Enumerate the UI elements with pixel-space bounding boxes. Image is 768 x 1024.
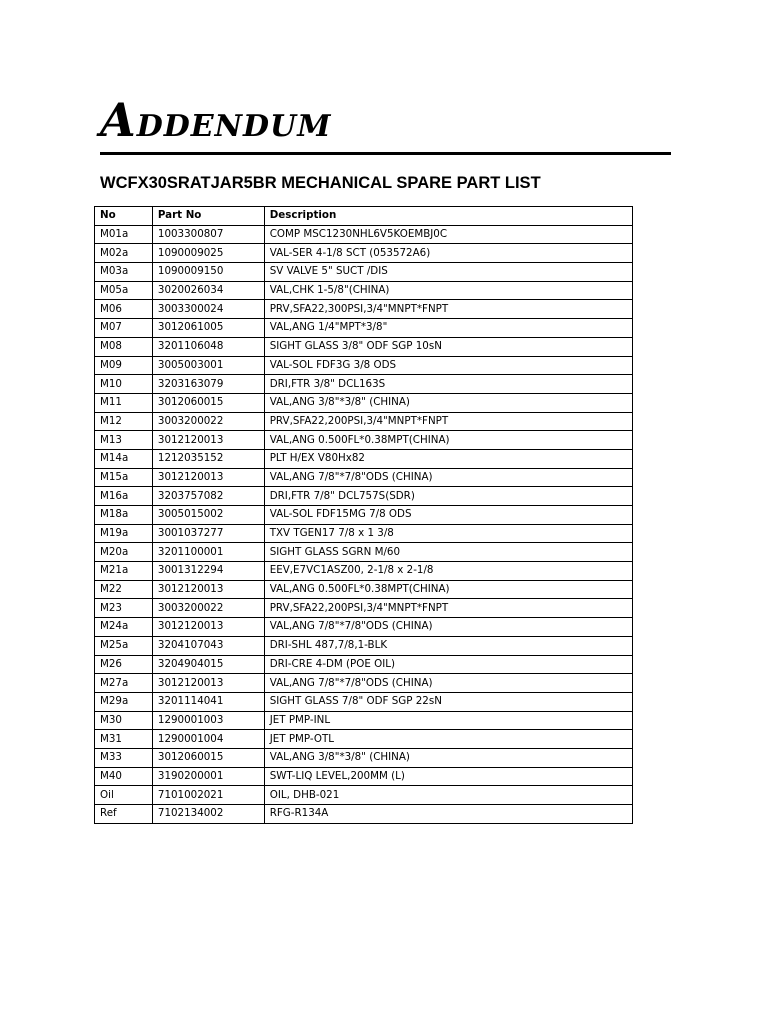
cell-part-no: 7101002021 <box>152 786 264 805</box>
cell-no: M21a <box>95 562 153 581</box>
table-row <box>95 337 633 356</box>
cell-part-no: 3012120013 <box>152 618 264 637</box>
document-title: WCFX30SRATJAR5BR MECHANICAL SPARE PART LIST <box>100 174 541 192</box>
cell-no: M01a <box>95 225 153 244</box>
cell-no: M11 <box>95 393 153 412</box>
cell-part-no: 3003200022 <box>152 599 264 618</box>
cell-part-no: 3204107043 <box>152 636 264 655</box>
table-body <box>95 225 633 823</box>
cell-description: TXV TGEN17 7/8 x 1 3/8 <box>264 524 632 543</box>
cell-description: DRI-SHL 487,7/8,1-BLK <box>264 636 632 655</box>
cell-description: VAL,CHK 1-5/8"(CHINA) <box>264 281 632 300</box>
cell-description: DRI-CRE 4-DM (POE OIL) <box>264 655 632 674</box>
table-row <box>95 225 633 244</box>
cell-part-no: 3012060015 <box>152 393 264 412</box>
column-header-part-no: Part No <box>152 207 264 226</box>
cell-description: EEV,E7VC1ASZ00, 2-1/8 x 2-1/8 <box>264 562 632 581</box>
table-row <box>95 412 633 431</box>
table-row <box>95 711 633 730</box>
cell-part-no: 3203757082 <box>152 487 264 506</box>
cell-part-no: 3012120013 <box>152 580 264 599</box>
cell-description: JET PMP-INL <box>264 711 632 730</box>
table-row <box>95 767 633 786</box>
table-row <box>95 487 633 506</box>
table-row <box>95 393 633 412</box>
heading-rule <box>100 152 671 155</box>
table-row <box>95 655 633 674</box>
table-row <box>95 449 633 468</box>
cell-part-no: 3190200001 <box>152 767 264 786</box>
cell-no: M10 <box>95 375 153 394</box>
table-row <box>95 562 633 581</box>
cell-part-no: 3003200022 <box>152 412 264 431</box>
table-row <box>95 431 633 450</box>
cell-description: OIL, DHB-021 <box>264 786 632 805</box>
cell-part-no: 3203163079 <box>152 375 264 394</box>
cell-no: M31 <box>95 730 153 749</box>
cell-description: PRV,SFA22,200PSI,3/4"MNPT*FNPT <box>264 412 632 431</box>
cell-description: VAL,ANG 7/8"*7/8"ODS (CHINA) <box>264 674 632 693</box>
page-heading <box>100 93 332 149</box>
cell-part-no: 3012060015 <box>152 748 264 767</box>
cell-part-no: 3003300024 <box>152 300 264 319</box>
table-row <box>95 618 633 637</box>
cell-part-no: 3204904015 <box>152 655 264 674</box>
cell-part-no: 3201114041 <box>152 692 264 711</box>
table-row <box>95 580 633 599</box>
cell-part-no: 1090009150 <box>152 263 264 282</box>
table-row <box>95 281 633 300</box>
table-row <box>95 468 633 487</box>
table-row <box>95 730 633 749</box>
cell-no: M03a <box>95 263 153 282</box>
cell-part-no: 3201100001 <box>152 543 264 562</box>
cell-no: M14a <box>95 449 153 468</box>
cell-part-no: 7102134002 <box>152 805 264 824</box>
table-row <box>95 674 633 693</box>
table-row <box>95 263 633 282</box>
cell-no: M23 <box>95 599 153 618</box>
cell-description: VAL-SOL FDF3G 3/8 ODS <box>264 356 632 375</box>
cell-description: VAL,ANG 7/8"*7/8"ODS (CHINA) <box>264 468 632 487</box>
cell-description: COMP MSC1230NHL6V5KOEMBJ0C <box>264 225 632 244</box>
cell-no: M22 <box>95 580 153 599</box>
cell-no: M18a <box>95 506 153 525</box>
table-row <box>95 692 633 711</box>
cell-part-no: 3012120013 <box>152 674 264 693</box>
cell-no: M24a <box>95 618 153 637</box>
cell-no: M20a <box>95 543 153 562</box>
spare-parts-table <box>94 206 633 824</box>
cell-part-no: 1290001004 <box>152 730 264 749</box>
cell-description: VAL,ANG 0.500FL*0.38MPT(CHINA) <box>264 580 632 599</box>
heading-initial: A <box>100 93 137 147</box>
table-row <box>95 805 633 824</box>
table-header-row <box>95 207 633 226</box>
cell-description: VAL,ANG 3/8"*3/8" (CHINA) <box>264 393 632 412</box>
table-row <box>95 786 633 805</box>
cell-description: DRI,FTR 7/8" DCL757S(SDR) <box>264 487 632 506</box>
cell-description: PRV,SFA22,300PSI,3/4"MNPT*FNPT <box>264 300 632 319</box>
cell-no: M15a <box>95 468 153 487</box>
cell-part-no: 3201106048 <box>152 337 264 356</box>
cell-part-no: 3012120013 <box>152 468 264 487</box>
cell-no: M30 <box>95 711 153 730</box>
cell-no: M02a <box>95 244 153 263</box>
cell-no: M09 <box>95 356 153 375</box>
cell-no: M27a <box>95 674 153 693</box>
column-header-description: Description <box>264 207 632 226</box>
cell-no: M19a <box>95 524 153 543</box>
cell-description: VAL,ANG 7/8"*7/8"ODS (CHINA) <box>264 618 632 637</box>
table-row <box>95 748 633 767</box>
table-row <box>95 300 633 319</box>
cell-description: VAL-SOL FDF15MG 7/8 ODS <box>264 506 632 525</box>
heading-rest: DDENDUM <box>136 109 332 144</box>
cell-no: M13 <box>95 431 153 450</box>
cell-no: M40 <box>95 767 153 786</box>
cell-part-no: 3020026034 <box>152 281 264 300</box>
cell-part-no: 3012061005 <box>152 319 264 338</box>
cell-no: M12 <box>95 412 153 431</box>
cell-description: RFG-R134A <box>264 805 632 824</box>
cell-description: SWT-LIQ LEVEL,200MM (L) <box>264 767 632 786</box>
cell-part-no: 1212035152 <box>152 449 264 468</box>
cell-no: M07 <box>95 319 153 338</box>
table-row <box>95 506 633 525</box>
cell-no: M26 <box>95 655 153 674</box>
cell-description: SIGHT GLASS 7/8" ODF SGP 22sN <box>264 692 632 711</box>
cell-part-no: 3001037277 <box>152 524 264 543</box>
cell-no: M06 <box>95 300 153 319</box>
cell-description: SIGHT GLASS 3/8" ODF SGP 10sN <box>264 337 632 356</box>
table-row <box>95 524 633 543</box>
cell-part-no: 1090009025 <box>152 244 264 263</box>
table-row <box>95 356 633 375</box>
cell-description: VAL,ANG 1/4"MPT*3/8" <box>264 319 632 338</box>
cell-part-no: 3005015002 <box>152 506 264 525</box>
table-row <box>95 319 633 338</box>
cell-part-no: 1290001003 <box>152 711 264 730</box>
cell-part-no: 3001312294 <box>152 562 264 581</box>
cell-description: VAL,ANG 0.500FL*0.38MPT(CHINA) <box>264 431 632 450</box>
cell-no: M16a <box>95 487 153 506</box>
cell-part-no: 3012120013 <box>152 431 264 450</box>
cell-description: JET PMP-OTL <box>264 730 632 749</box>
cell-part-no: 1003300807 <box>152 225 264 244</box>
cell-no: Oil <box>95 786 153 805</box>
cell-description: SV VALVE 5" SUCT /DIS <box>264 263 632 282</box>
cell-no: M29a <box>95 692 153 711</box>
cell-description: SIGHT GLASS SGRN M/60 <box>264 543 632 562</box>
cell-no: M08 <box>95 337 153 356</box>
cell-description: PLT H/EX V80Hx82 <box>264 449 632 468</box>
cell-no: M33 <box>95 748 153 767</box>
cell-no: M05a <box>95 281 153 300</box>
table-row <box>95 375 633 394</box>
cell-no: M25a <box>95 636 153 655</box>
cell-part-no: 3005003001 <box>152 356 264 375</box>
table-row <box>95 599 633 618</box>
cell-description: VAL-SER 4-1/8 SCT (053572A6) <box>264 244 632 263</box>
cell-description: VAL,ANG 3/8"*3/8" (CHINA) <box>264 748 632 767</box>
cell-no: Ref <box>95 805 153 824</box>
cell-description: PRV,SFA22,200PSI,3/4"MNPT*FNPT <box>264 599 632 618</box>
table-row <box>95 636 633 655</box>
table-row <box>95 244 633 263</box>
cell-description: DRI,FTR 3/8" DCL163S <box>264 375 632 394</box>
table-row <box>95 543 633 562</box>
column-header-no: No <box>95 207 153 226</box>
